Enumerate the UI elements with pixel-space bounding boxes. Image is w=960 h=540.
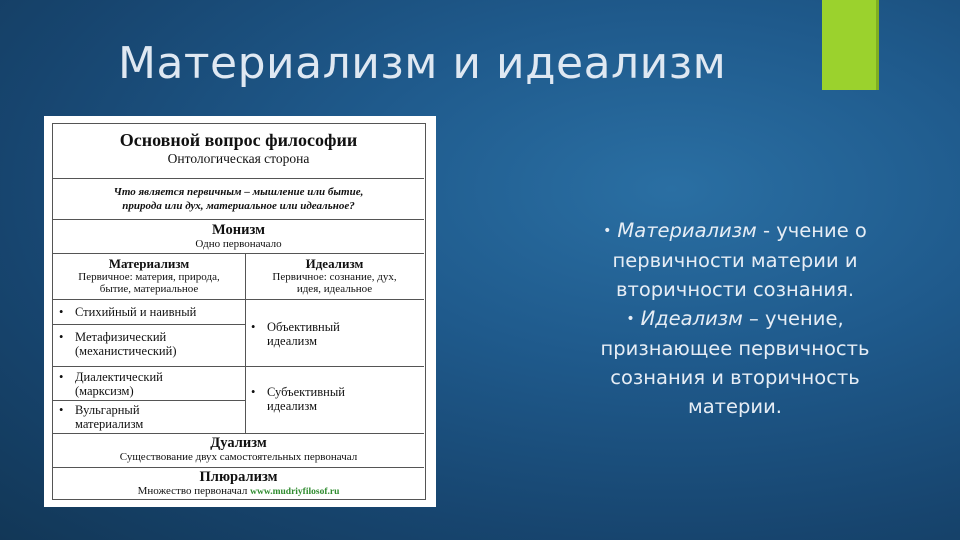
table-subtitle: Онтологическая сторона bbox=[167, 151, 310, 166]
definition-text: признающее первичность bbox=[600, 337, 870, 360]
type-label-2: (марксизм) bbox=[75, 384, 134, 398]
monism-title: Монизм bbox=[212, 222, 265, 238]
type-label-2: материализм bbox=[75, 417, 144, 431]
dualism-row bbox=[53, 434, 424, 468]
idealism-desc-1: Первичное: сознание, дух, bbox=[272, 271, 397, 283]
type-label-2: идеализм bbox=[267, 399, 318, 413]
type-label: Диалектический bbox=[75, 370, 163, 384]
dualism-title: Дуализм bbox=[210, 435, 267, 451]
bullet-marker: • bbox=[626, 311, 635, 327]
question-line-1: Что является первичным – мышление или бытие, bbox=[113, 186, 364, 198]
materialism-type-row bbox=[53, 401, 245, 434]
type-label: Вульгарный bbox=[75, 403, 140, 417]
pluralism-row bbox=[53, 468, 424, 498]
table-header bbox=[53, 124, 424, 179]
idealism-type-row bbox=[245, 300, 424, 367]
materialism-desc-2: бытие, материальное bbox=[99, 283, 199, 295]
idealism-header bbox=[245, 254, 424, 300]
definition-text: первичности материи и bbox=[612, 249, 858, 272]
term: Идеализм bbox=[640, 307, 743, 330]
definition-item bbox=[555, 216, 915, 304]
question-line-2: природа или дух, материальное или идеальное? bbox=[122, 200, 355, 212]
definition-text: материи. bbox=[688, 395, 782, 418]
pluralism-subtitle: Множество первоначал bbox=[137, 485, 248, 497]
bullet-glyph: • bbox=[59, 305, 64, 319]
type-label-2: (механистический) bbox=[75, 344, 177, 358]
idealism-desc-2: идея, идеальное bbox=[296, 283, 373, 295]
type-label: Метафизический bbox=[75, 330, 167, 344]
type-label-2: идеализм bbox=[267, 334, 318, 348]
main-question bbox=[53, 179, 424, 220]
definition-text: сознания и вторичность bbox=[610, 366, 860, 389]
table-image-panel bbox=[44, 116, 436, 507]
bullet-glyph: • bbox=[59, 403, 64, 417]
monism-subtitle: Одно первоначало bbox=[195, 238, 282, 250]
bullet-glyph: • bbox=[251, 320, 256, 334]
definition-text: вторичности сознания. bbox=[615, 278, 855, 301]
bullet-glyph: • bbox=[251, 385, 256, 399]
pluralism-title: Плюрализм bbox=[199, 469, 278, 485]
materialism-title: Материализм bbox=[108, 256, 190, 271]
type-label: Стихийный и наивный bbox=[75, 305, 197, 319]
bullet-glyph: • bbox=[59, 370, 64, 384]
table-title: Основной вопрос философии bbox=[119, 130, 358, 150]
materialism-desc-1: Первичное: материя, природа, bbox=[78, 271, 220, 283]
type-label: Объективный bbox=[267, 320, 340, 334]
type-label: Субъективный bbox=[267, 385, 345, 399]
term: Материализм bbox=[617, 219, 757, 242]
definition-list bbox=[555, 216, 915, 421]
dualism-subtitle: Существование двух самостоятельных первоначал bbox=[119, 451, 358, 463]
idealism-type-row bbox=[245, 367, 424, 434]
materialism-header bbox=[53, 254, 245, 300]
materialism-type-row bbox=[53, 367, 245, 401]
site-watermark: www.mudriyfilosof.ru bbox=[250, 487, 340, 497]
slide-title: Материализм и идеализм bbox=[118, 38, 727, 89]
materialism-type-row bbox=[53, 300, 245, 325]
bullet-marker: • bbox=[603, 223, 612, 239]
materialism-type-row bbox=[53, 325, 245, 367]
column-divider bbox=[245, 254, 246, 434]
accent-bar bbox=[822, 0, 879, 90]
definition-text: – учение, bbox=[742, 307, 844, 330]
definition-item bbox=[555, 304, 915, 421]
monism-row bbox=[53, 220, 424, 254]
philosophy-table bbox=[52, 123, 426, 500]
bullet-glyph: • bbox=[59, 330, 64, 344]
definition-text: - учение о bbox=[756, 219, 867, 242]
idealism-title: Идеализм bbox=[305, 256, 364, 271]
